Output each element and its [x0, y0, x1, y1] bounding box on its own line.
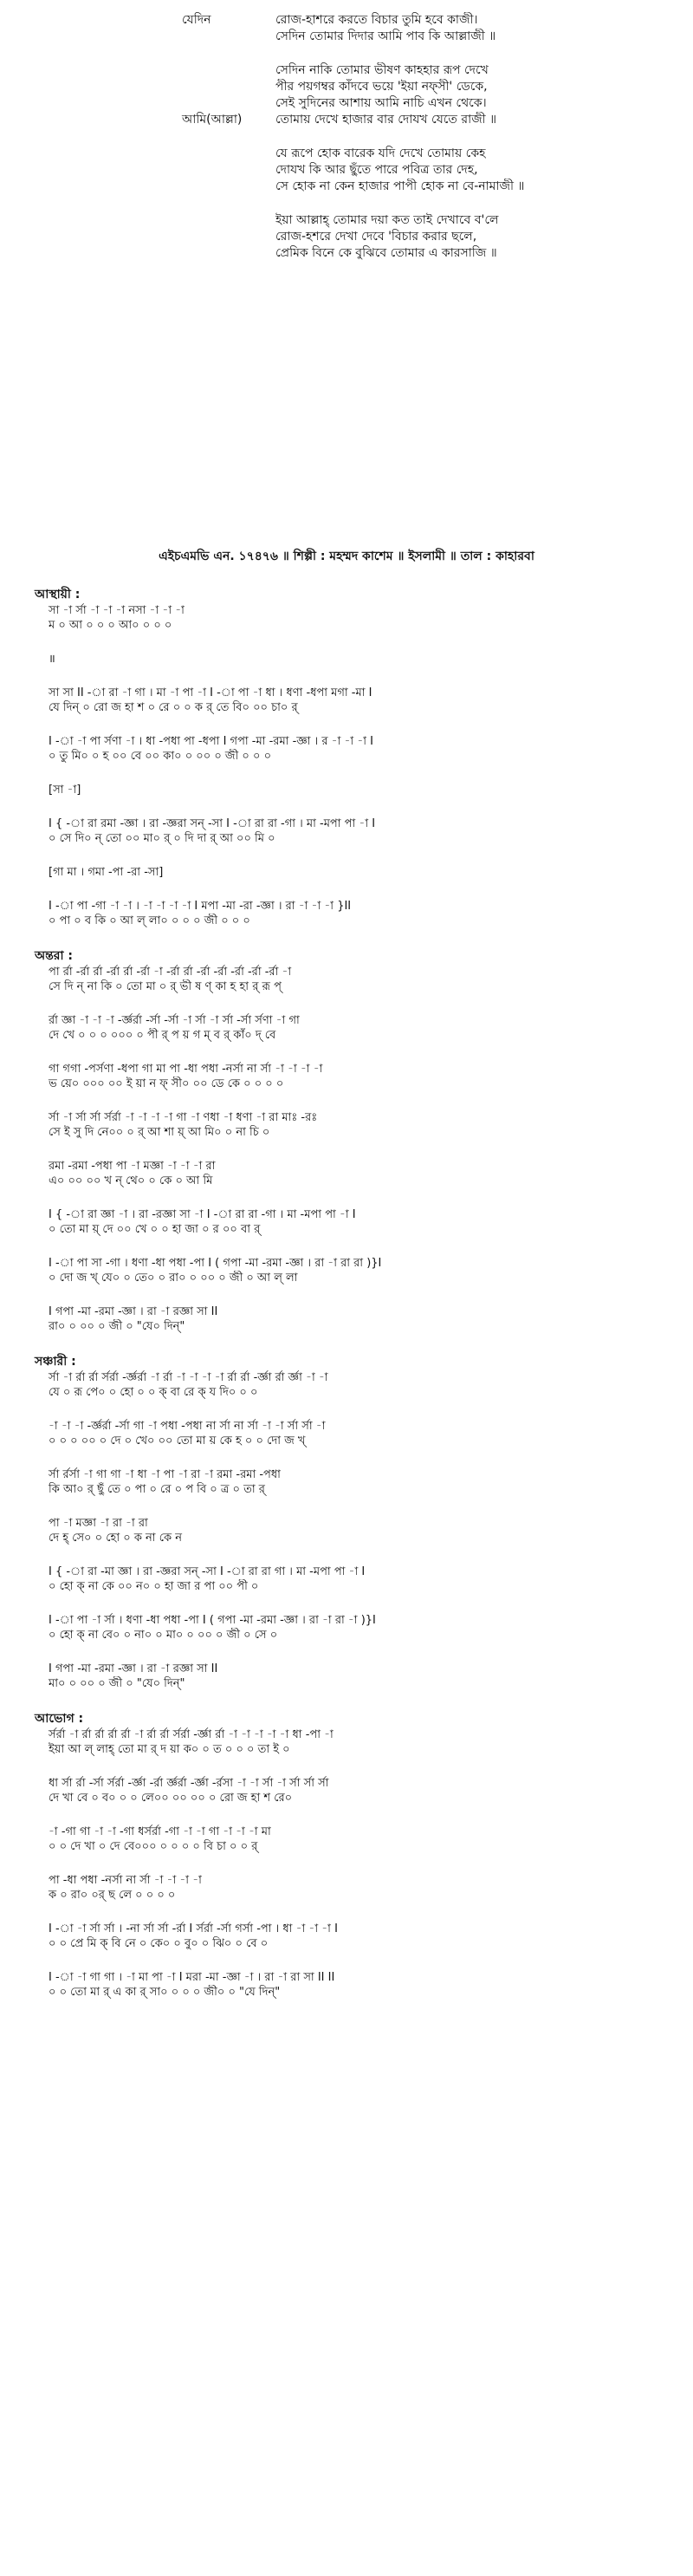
notation-group	[0, 1467, 693, 1497]
swara-line: সা -া র্সা -া -া -া নসা -া -া -া	[49, 604, 185, 617]
lyric-syllable-line: ভ য়ে০ ০০০ ০০ ই য়া ন ফ্ সী০ ০০ ডে কে ০ ০ ০ ০	[49, 1077, 284, 1090]
swara-line: র্সা র্রর্সা -া গা গা -া ধা -া পা -া রা -া রমা -রমা -পধা	[49, 1468, 281, 1481]
lyric-syllable-line: ক ০ রা০ ০র্ ছ লে ০ ০ ০ ০	[49, 1889, 176, 1902]
swara-line: I -া -া পা র্সণা -া । ধা -পধা পা -ধপা I গপা -মা -রমা -জ্ঞা । র -া -া -া I	[49, 735, 373, 748]
lyrics-line-label: আমি(আল্লা)	[182, 113, 243, 127]
lyrics-line-label: যেদিন	[182, 13, 211, 27]
swara-line: ধা র্সা র্রা -র্সা র্সর্রা -র্জ্ঞা -র্রা র্জ্ঞর্রা -র্জ্ঞা -র্রসা -া -া র্সা -া র্সা র্সা র্সা	[49, 1777, 329, 1790]
notation-group	[0, 1256, 693, 1285]
lyric-syllable-line: মা০ ০ ০০ ০ জী ০ "যে০ দিন্"	[49, 1677, 185, 1690]
lyric-syllable-line: যে দিন্ ০ রো জ হা শ ০ রে ০ ০ ক র্ তে বি০ ০০ চা০ র্	[49, 701, 298, 714]
swara-line: রমা -রমা -পধা পা -া মজ্ঞা -া -া -া রা	[49, 1160, 216, 1173]
notation-group	[0, 1062, 693, 1091]
notation-group	[0, 1207, 693, 1237]
lyrics-line-text: সেদিন নাকি তোমার ভীষণ কাহহার রূপ দেখে	[275, 63, 489, 77]
swara-line: I -া -া র্সা র্সা । -না র্সা র্সা -র্রা I র্সর্রা -র্সা গর্সা -পা । ধা -া -া -া I	[49, 1922, 338, 1935]
swara-line: [সা -া]	[49, 784, 81, 797]
swara-line: I গপা -মা -রমা -জ্ঞা । রা -া রজ্ঞা সা II	[49, 1662, 218, 1675]
section-title: আস্থায়ী :	[35, 588, 81, 602]
lyrics-line-text: রোজ-হাশরে করতে বিচার তুমি হবে কাজী।	[275, 13, 478, 27]
notation-group	[0, 1727, 693, 1757]
notation-group	[0, 783, 693, 797]
swara-line: পা -া মজ্ঞা -া রা -া রা	[49, 1517, 148, 1530]
notation-group	[0, 1516, 693, 1545]
section-title: সঞ্চারী :	[35, 1355, 76, 1369]
lyrics-line-text: রোজ-হশরে দেখা দেবে 'বিচার করার ছলে,	[275, 230, 477, 244]
notation-group	[0, 652, 693, 667]
notation-group	[0, 865, 693, 880]
lyric-syllable-line: ০ ০ ০ ০০ ০ দে ০ খে০ ০০ তো মা য় কে হ ০ ০ দো জ খ্	[49, 1434, 306, 1447]
notation-group	[0, 1970, 693, 2000]
lyric-syllable-line: ইয়া আ ল্ লাহ্ তো মা র্ দ য়া ক০ ০ ত ০ ০ ০ তা ই ০	[49, 1743, 290, 1756]
swara-line: [গা মা । গমা -পা -রা -সা]	[49, 866, 164, 879]
notation-group	[0, 1564, 693, 1594]
notation-group	[0, 603, 693, 633]
record-info: এইচএমভি এন. ১৭৪৭৬ ॥ শিল্পী : মহম্মদ কাশেম ॥ ইসলামী ॥ তাল : কাহারবা	[159, 550, 534, 563]
lyric-syllable-line: ০ পা ০ ব কি ০ আ ল্ লা০ ০ ০ ০ জী ০ ০ ০	[49, 914, 250, 927]
notation-group	[0, 1922, 693, 1951]
swara-line: I -া পা -া র্সা । ধণা -ধা পধা -পা I ( গপা -মা -রমা -জ্ঞা । রা -া রা -া )}I	[49, 1614, 376, 1627]
notation-section	[0, 947, 693, 1334]
notation-group	[0, 1304, 693, 1334]
swara-line: -া -গা গা -া -া -গা ধর্সর্রা -গা -া -া গা -া -া -া মা	[49, 1825, 271, 1838]
lyrics-line-text: সে হোক না কেন হাজার পাপী হোক না বে-নামাজী ॥	[275, 179, 525, 193]
swara-line: I { -া রা রমা -জ্ঞা । রা -জ্ঞরা সন্ -সা I -া রা রা -গা । মা -মপা পা -া I	[49, 817, 376, 830]
notation-group	[0, 816, 693, 846]
swara-line: I -া পা -গা -া -া । -া -া -া -া I মপা -মা -রা -জ্ঞা । রা -া -া -া }II	[49, 900, 352, 913]
notation-group	[0, 1873, 693, 1903]
swaralipi-notation	[0, 586, 693, 2019]
notation-group	[0, 1419, 693, 1448]
lyrics-line	[0, 95, 693, 112]
lyrics-stanza	[0, 12, 693, 45]
lyric-syllable-line: ০ ০ দে খা ০ দে বে০০০ ০ ০ ০ ০ বি চা ০ ০ র্	[49, 1840, 258, 1853]
lyric-syllable-line: ০ তু মি০ ০ হ ০০ বে ০০ কা০ ০ ০০ ০ জী ০ ০ ০	[49, 750, 272, 763]
lyric-syllable-line: রা০ ০ ০০ ০ জী ০ "যে০ দিন্"	[49, 1320, 185, 1333]
swara-line: পা র্রা -র্রা র্রা -র্রা র্রা -র্রা -া -র্রা র্রা -র্রা -র্রা -র্রা -র্রা -র্রা -া	[49, 966, 292, 979]
notation-section	[0, 1710, 693, 2000]
swara-line: ॥	[49, 653, 55, 666]
section-title: অন্তরা :	[35, 949, 74, 963]
lyrics-line	[0, 79, 693, 95]
notation-group	[0, 734, 693, 764]
lyrics-line-text: সেই সুদিনের আশায় আমি নাচি এখন থেকে।	[275, 96, 487, 110]
lyrics-line	[0, 112, 693, 128]
lyrics-line	[0, 12, 693, 29]
lyrics-line	[0, 245, 693, 262]
lyrics-stanza	[0, 212, 693, 262]
lyrics-line-text: পীর পয়গম্বর কাঁদবে ভয়ে 'ইয়া নফ্সী' ডেকে,	[275, 80, 488, 94]
lyrics-line-text: তোমায় দেখে হাজার বার দোযখ যেতে রাজী ॥	[275, 113, 497, 127]
notation-group	[0, 1825, 693, 1854]
notation-group	[0, 1110, 693, 1140]
lyric-syllable-line: ০ ০ প্রে মি ক্ বি নে ০ কে০ ০ বু০ ০ ঝি০ ০ বে ০	[49, 1937, 269, 1950]
notation-group	[0, 965, 693, 994]
song-lyrics	[0, 12, 693, 279]
notation-group	[0, 1776, 693, 1805]
lyric-syllable-line: ০ তো মা য়্ দে ০০ খে ০ ০ হা জা ০ র ০০ বা র্	[49, 1223, 261, 1236]
section-title: আভোগ :	[35, 1712, 84, 1726]
lyric-syllable-line: ০ দো জ খ্ যে০ ০ তে০ ০ রা০ ০ ০০ ০ জী ০ আ ল্ লা	[49, 1272, 298, 1285]
notation-group	[0, 1013, 693, 1043]
notation-group	[0, 899, 693, 928]
lyrics-line-text: সেদিন তোমার দিদার আমি পাব কি আল্লাজী ॥	[275, 29, 496, 43]
swara-line: -া -া -া -র্জ্ঞর্রা -র্সা গা -া পধা -পধা না র্সা না র্সা -া -া র্সা র্সা -া	[49, 1420, 326, 1433]
lyric-syllable-line: যে ০ রূ পে০ ০ হো ০ ০ ক্ বা রে ক্ য দি০ ০ ০	[49, 1386, 258, 1399]
lyric-syllable-line: কি আ০ র্ ছুঁ তে ০ পা ০ রে ০ প বি ০ ত্র ০ তা র্	[49, 1483, 265, 1496]
lyrics-line-text: যে রূপে হোক বারেক যদি দেখে তোমায় কেহ	[275, 146, 486, 160]
swara-line: I { -া রা জ্ঞা -া । রা -রজ্ঞা সা -া I -া রা রা -গা । মা -মপা পা -া I	[49, 1208, 356, 1221]
lyric-syllable-line: ০ ০ তো মা র্ এ কা র্ সা০ ০ ০ ০ জী০ ০ "যে দিন্"	[49, 1986, 281, 1999]
swara-line: র্রা জ্ঞা -া -া -া -র্জ্ঞর্রা -র্সা -র্সা -া র্সা -া র্সা -র্সা র্সণা -া গা	[49, 1014, 300, 1027]
lyric-syllable-line: ০ সে দি০ ন্ তো ০০ মা০ র্ ০ দি দা র্ আ ০০ মি ০	[49, 832, 275, 845]
notation-group	[0, 686, 693, 715]
swara-line: I -া -া গা গা । -া মা পা -া I মরা -মা -জ্ঞা -া । রা -া রা সা II II	[49, 1971, 335, 1984]
swara-line: সা সা II -া রা -া গা । মা -া পা -া I -া পা -া ধা । ধণা -ধপা মগা -মা I	[49, 686, 372, 699]
lyric-syllable-line: দে খা বে ০ ব০ ০ ০ লে০০ ০০ ০০ ০ রো জ হা শ রে০	[49, 1792, 293, 1805]
notation-group	[0, 1662, 693, 1691]
notation-section	[0, 586, 693, 928]
lyrics-line	[0, 179, 693, 195]
swara-line: পা -ধা পধা -নর্সা না র্সা -া -া -া -া	[49, 1874, 202, 1887]
lyrics-line	[0, 162, 693, 179]
swara-line: I গপা -মা -রমা -জ্ঞা । রা -া রজ্ঞা সা II	[49, 1305, 218, 1318]
lyrics-line	[0, 29, 693, 45]
swara-line: র্সর্রা -া র্রা র্রা র্রা র্রা -া র্রা র্রা র্সর্রা -র্জ্ঞা র্রা -া -া -া -া -া ধা -পা -া	[49, 1728, 334, 1741]
lyric-syllable-line: দে হ্ সে০ ০ হো ০ ক না কে ন	[49, 1532, 182, 1545]
lyrics-stanza	[0, 146, 693, 195]
lyrics-line-text: প্রেমিক বিনে কে বুঝিবে তোমার এ কারসাজি ॥	[275, 246, 497, 260]
notation-group	[0, 1159, 693, 1188]
swara-line: I -া পা সা -গা । ধণা -ধা পধা -পা I ( গপা -মা -রমা -জ্ঞা । রা -া রা রা )}I	[49, 1257, 382, 1270]
swara-line: গা গগা -পর্সণা -ধপা গা মা পা -ধা পধা -নর্সা না র্সা -া -া -া -া	[49, 1063, 323, 1076]
swara-line: I { -া রা -মা জ্ঞা । রা -জ্ঞরা সন্ -সা I -া রা রা গা । মা -মপা পা -া I	[49, 1565, 366, 1578]
notation-group	[0, 1370, 693, 1400]
lyrics-line-text: দোযখ কি আর ছুঁতে পারে পবিত্র তার দেহ,	[275, 163, 478, 177]
notation-section	[0, 1353, 693, 1691]
lyrics-line	[0, 229, 693, 245]
lyrics-line	[0, 212, 693, 229]
swara-line: র্সা -া র্সা র্সা র্সর্রা -া -া -া -া গা -া ণধা -া ধণা -া রা মাঃ -রঃ	[49, 1111, 318, 1124]
lyric-syllable-line: ০ হো ক্ না কে ০০ ন০ ০ হা জা র পা ০০ পী ০	[49, 1580, 259, 1593]
lyric-syllable-line: সে ই সু দি নে০০ ০ র্ আ শা য়্ আ মি০ ০ না চি ০	[49, 1126, 270, 1139]
notation-group	[0, 1613, 693, 1643]
swara-line: র্সা -া র্রা র্রা র্সর্রা -র্জ্ঞর্রা -া র্রা -া -া -া -া র্রা র্রা -র্জ্ঞা র্রা র্জ্ঞা -া -া	[49, 1371, 328, 1384]
lyric-syllable-line: সে দি ন্ না কি ০ তো মা ০ র্ ভী ষ ণ্ কা হ হা র্ রূ প্	[49, 980, 282, 993]
lyric-syllable-line: এ০ ০০ ০০ খ ন্ থে০ ০ কে ০ আ মি	[49, 1174, 213, 1187]
lyrics-line	[0, 146, 693, 162]
lyrics-line	[0, 62, 693, 79]
lyric-syllable-line: ০ হো ক্ না বে০ ০ না০ ০ মা০ ০ ০০ ০ জী ০ সে ০	[49, 1629, 278, 1642]
lyric-syllable-line: দে খে ০ ০ ০ ০০০ ০ পী র্ প য় গ ম্ ব র্ কাঁ০ দ্ বে	[49, 1029, 276, 1042]
lyric-syllable-line: ম ০ আ ০ ০ ০ আ০ ০ ০ ০	[49, 619, 172, 632]
lyrics-stanza	[0, 62, 693, 128]
lyrics-line-text: ইয়া আল্লাহ্ তোমার দয়া কত তাই দেখাবে ব'লে	[275, 213, 499, 227]
